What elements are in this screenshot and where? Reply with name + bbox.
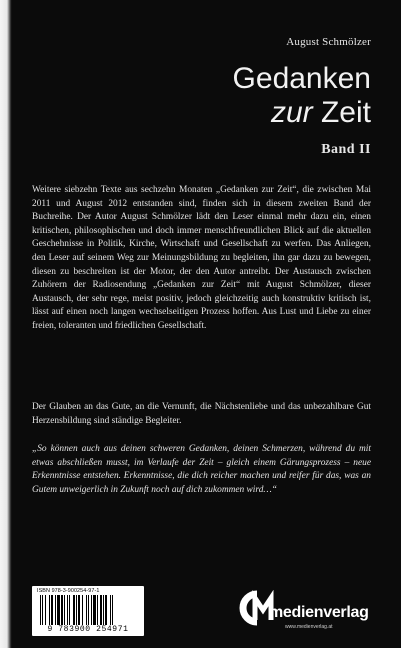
author-name: August Schmölzer bbox=[286, 36, 371, 48]
title-rest: Zeit bbox=[312, 96, 371, 129]
barcode-digits: 9 783900 254971 bbox=[47, 625, 129, 634]
blurb-paragraph-2: Der Glauben an das Gute, an die Vernunft, die Nächstenliebe und das unbezahlbare Gut Herzensbildung sind ständige Begleiter. bbox=[32, 402, 371, 426]
title-line-1: Gedanken bbox=[232, 62, 371, 95]
blurb-paragraph-1: Weitere siebzehn Texte aus sechzehn Monaten „Gedanken zur Zeit“, die zwischen Mai 2011 und August 2012 entstanden sind, finden sich in diesem zweiten Band der Buchreihe. Der Autor August Schmölzer lädt den Leser einmal mehr dazu ein, einen kritischen, philosophischen und doch immer menschfreundlichen Blick auf die aktuellen Geschehnisse in Politik, Kirche, Wirtschaft und Gesellschaft zu werfen. Das Anliegen, den Leser auf seinem Weg zur Meinungsbildung zu begleiten, ihn gar dazu zu bewegen, diesen zu beschreiten ist der Motor, der den Autor antreibt. Der Austausch zwischen Zuhörern der Radiosendung „Gedanken zur Zeit“ mit August Schmölzer, dieser Austausch, der sehr rege, meist positiv, jedoch gleichzeitig auch konstruktiv kritisch ist, lässt auf einen noch langen wechselseitigen Prozess hoffen. Aus Lust und Liebe zu einer freien, toleranten und friedlichen Gesellschaft. bbox=[32, 185, 371, 331]
volume-label: Band II bbox=[321, 142, 371, 157]
isbn-barcode bbox=[32, 586, 144, 636]
blurb-quote: „So können auch aus deinen schweren Gedanken, deinen Schmerzen, während du mit etwas abschließen musst, im Verlaufe der Zeit – gleich einem Gärungsprozess – neue Erkenntnisse entstehen. Erkenntnisse, die dich reicher machen und reifer für das, was an Gutem unweigerlich in Zukunft noch auf dich zukommen wird…“ bbox=[32, 444, 371, 495]
spine-edge bbox=[0, 0, 12, 648]
title-italic-word: zur bbox=[270, 96, 313, 129]
title-line-2 bbox=[271, 96, 371, 130]
barcode-bars bbox=[40, 595, 140, 625]
publisher-url: www.medienverlag.at bbox=[285, 624, 333, 630]
isbn-label: ISBN 978-3-900254-97-1 bbox=[37, 588, 100, 594]
publisher-logo bbox=[237, 590, 377, 640]
publisher-name: medienverlag bbox=[269, 604, 369, 621]
